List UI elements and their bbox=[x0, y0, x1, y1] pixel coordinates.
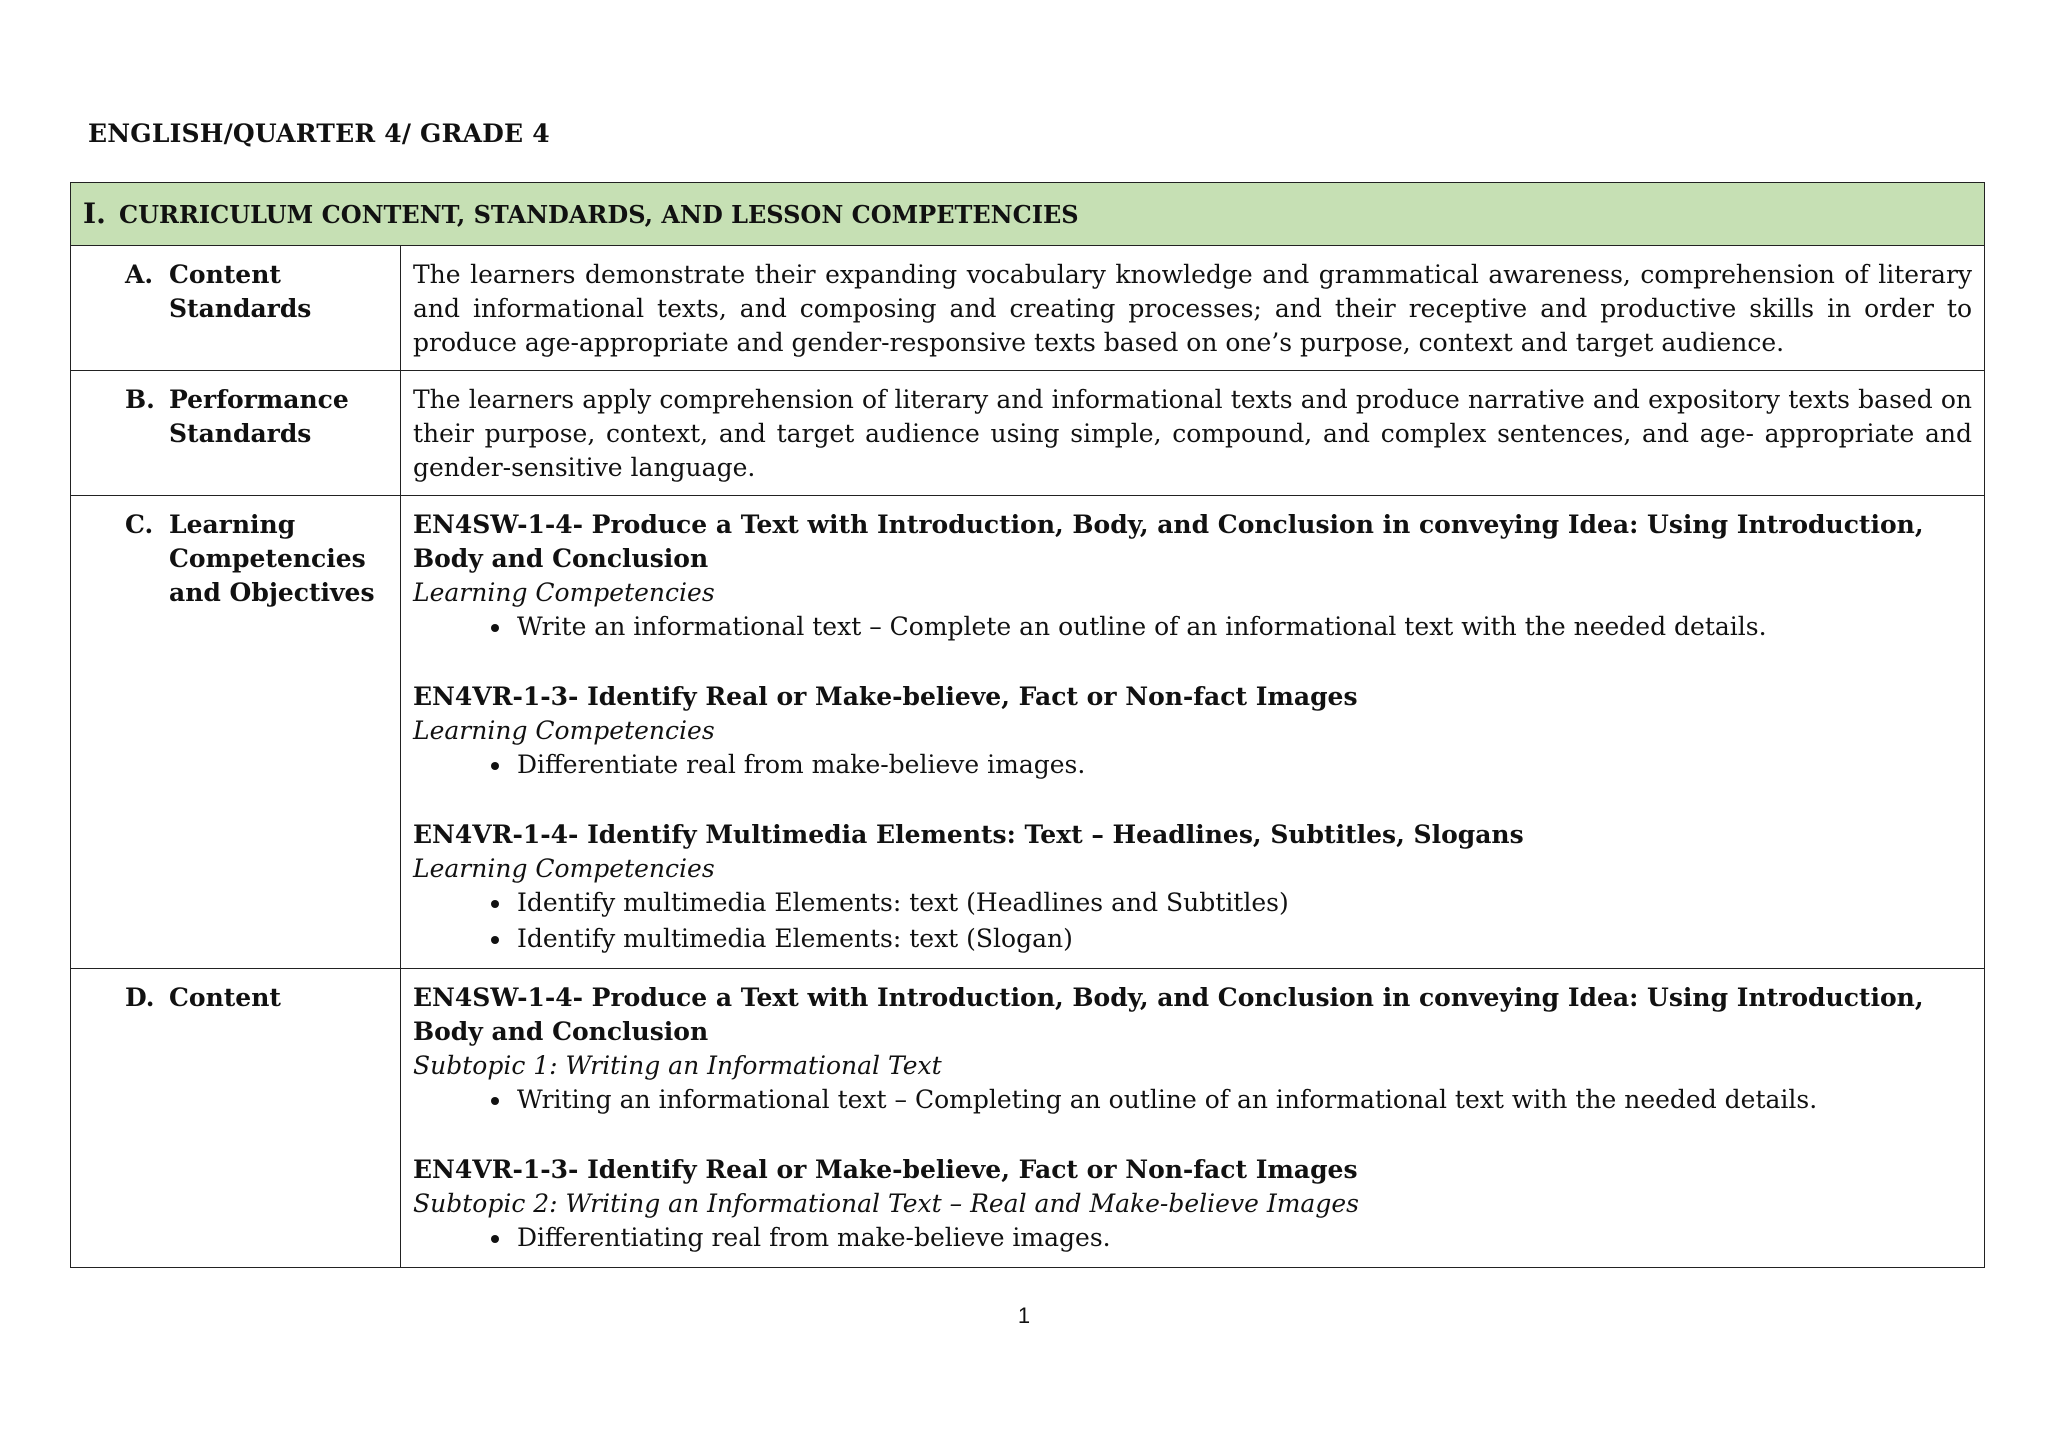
content-standards-text: The learners demonstrate their expanding vocabulary knowledge and grammatical awareness, comprehension of literary and informational texts, and composing and creating processes; and their receptive and productive skills in order to produce age-appropriate and gender-responsive texts based on one’s purpose, context and target audience. bbox=[413, 260, 1973, 357]
row-label: Content bbox=[169, 983, 281, 1012]
spacer bbox=[413, 646, 1972, 680]
competency-block bbox=[413, 818, 1972, 956]
content-block bbox=[413, 981, 1972, 1117]
bullet-item: • Write an informational text – Complete an outline of an informational text with the needed details. bbox=[513, 610, 1972, 644]
row-label: Content Standards bbox=[169, 260, 312, 323]
content-standards-row bbox=[71, 246, 1985, 371]
learning-competencies-row bbox=[71, 496, 1985, 969]
spacer bbox=[413, 1119, 1972, 1153]
section-header-cell bbox=[71, 183, 1985, 246]
competency-title: EN4VR-1-4- Identify Multimedia Elements: Text – Headlines, Subtitles, Slogans bbox=[413, 820, 1524, 849]
row-label: Learning Competencies and Objectives bbox=[169, 510, 375, 607]
bullet-item: • Differentiate real from make-believe images. bbox=[513, 748, 1972, 782]
content-standards-label-cell bbox=[71, 246, 401, 371]
content-row bbox=[71, 969, 1985, 1268]
content-block bbox=[413, 1153, 1972, 1255]
section-header-row bbox=[71, 183, 1985, 246]
content-standards-text-cell bbox=[401, 246, 1985, 371]
performance-standards-label-cell bbox=[71, 371, 401, 496]
content-block-subtitle: Subtopic 1: Writing an Informational Text bbox=[413, 1051, 942, 1080]
competency-subtitle: Learning Competencies bbox=[413, 716, 715, 745]
competency-bullets bbox=[413, 886, 1972, 956]
content-block-subtitle: Subtopic 2: Writing an Informational Text – Real and Make-believe Images bbox=[413, 1189, 1359, 1218]
learning-competencies-label-cell bbox=[71, 496, 401, 969]
competency-bullets bbox=[413, 748, 1972, 782]
content-cell bbox=[401, 969, 1985, 1268]
performance-standards-text-cell bbox=[401, 371, 1985, 496]
competency-bullets bbox=[413, 610, 1972, 644]
row-letter: D. bbox=[125, 983, 155, 1012]
competency-subtitle: Learning Competencies bbox=[413, 578, 715, 607]
performance-standards-row bbox=[71, 371, 1985, 496]
row-label: Performance Standards bbox=[169, 385, 349, 448]
bullet-item: • Differentiating real from make-believe images. bbox=[513, 1221, 1972, 1255]
row-letter: C. bbox=[125, 510, 154, 539]
learning-competencies-cell bbox=[401, 496, 1985, 969]
spacer bbox=[413, 784, 1972, 818]
section-number: I. bbox=[83, 196, 106, 230]
bullet-item: • Writing an informational text – Completing an outline of an informational text with the needed details. bbox=[513, 1083, 1972, 1117]
page-number: 1 bbox=[1017, 1303, 1031, 1328]
competency-title: EN4SW-1-4- Produce a Text with Introduction, Body, and Conclusion in conveying Idea: Using Introduction, Body and Conclusion bbox=[413, 510, 1924, 573]
content-bullets bbox=[413, 1221, 1972, 1255]
content-bullets bbox=[413, 1083, 1972, 1117]
content-label-cell bbox=[71, 969, 401, 1268]
content-block-title: EN4SW-1-4- Produce a Text with Introduction, Body, and Conclusion in conveying Idea: Using Introduction, Body and Conclusion bbox=[413, 983, 1924, 1046]
curriculum-table bbox=[70, 182, 1985, 1268]
bullet-item: • Identify multimedia Elements: text (Slogan) bbox=[513, 922, 1972, 956]
competency-block bbox=[413, 680, 1972, 782]
competency-title: EN4VR-1-3- Identify Real or Make-believe, Fact or Non-fact Images bbox=[413, 682, 1358, 711]
document-title: ENGLISH/QUARTER 4/ GRADE 4 bbox=[88, 119, 550, 148]
competency-block bbox=[413, 508, 1972, 644]
row-letter: A. bbox=[125, 260, 154, 289]
content-block-title: EN4VR-1-3- Identify Real or Make-believe, Fact or Non-fact Images bbox=[413, 1155, 1358, 1184]
competency-subtitle: Learning Competencies bbox=[413, 854, 715, 883]
row-letter: B. bbox=[125, 385, 155, 414]
bullet-item: • Identify multimedia Elements: text (Headlines and Subtitles) bbox=[513, 886, 1972, 920]
section-title: CURRICULUM CONTENT, STANDARDS, AND LESSON COMPETENCIES bbox=[119, 199, 1079, 229]
performance-standards-text: The learners apply comprehension of literary and informational texts and produce narrative and expository texts based on their purpose, context, and target audience using simple, compound, and complex sentences, and age- appropriate and gender-sensitive language. bbox=[413, 385, 1973, 482]
